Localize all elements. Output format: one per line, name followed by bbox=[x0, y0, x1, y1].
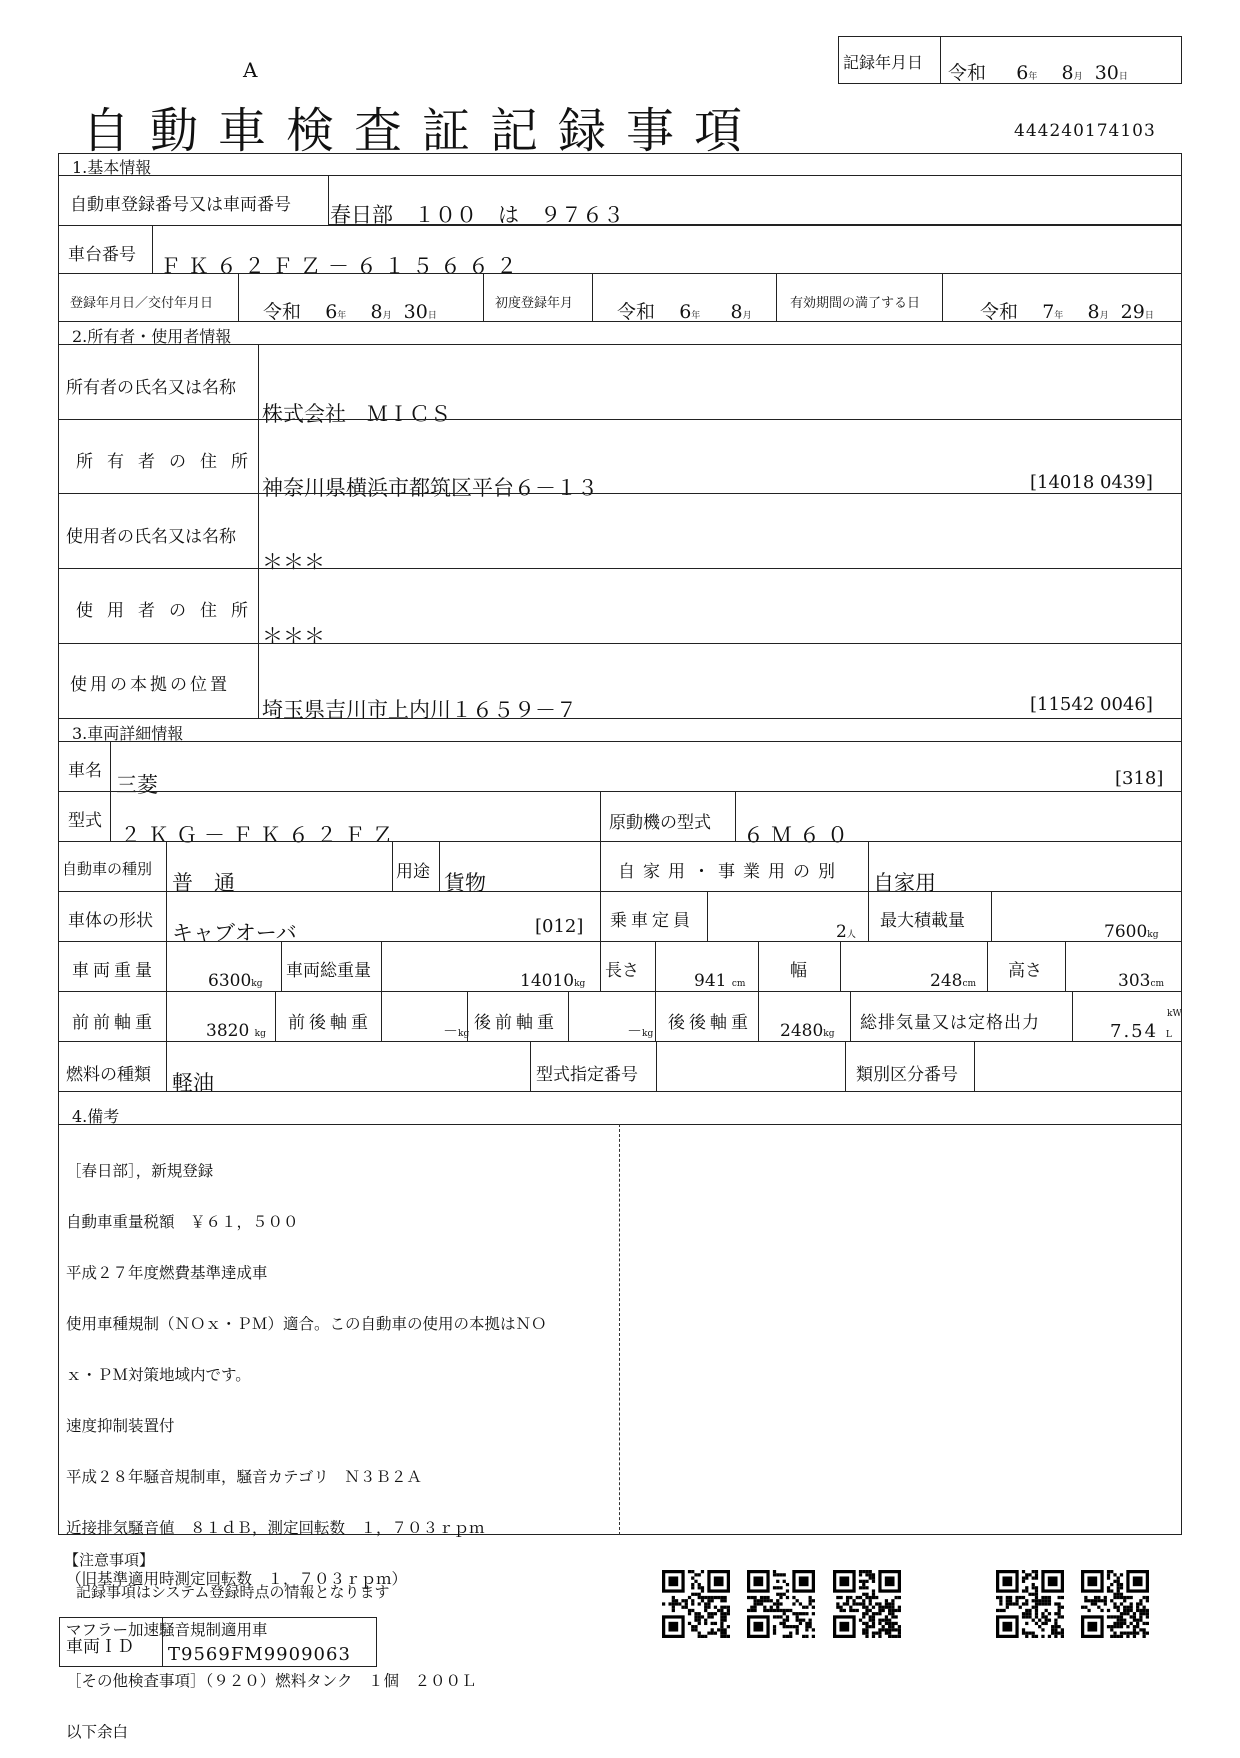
qr-code-icon bbox=[1081, 1570, 1149, 1638]
issue-date-label: 登録年月日／交付年月日 bbox=[70, 296, 214, 311]
fuel-label: 燃料の種類 bbox=[66, 1065, 151, 1085]
engine-label: 原動機の型式 bbox=[609, 813, 711, 833]
issue-date-value: 令和 6年 8月 30日 bbox=[263, 301, 437, 323]
vehicle-weight-value: 6300kg bbox=[208, 971, 263, 991]
owner-name-label: 所有者の氏名又は名称 bbox=[66, 378, 236, 398]
chassis-value: ＦＫ６２ＦＺ－６１５６６２ bbox=[160, 254, 524, 278]
remark-line: 自動車重量税額 ￥６１，５００ bbox=[66, 1213, 299, 1231]
rear-front-axle-value: －kg bbox=[627, 1022, 654, 1040]
owner-name-value: 株式会社 ＭＩＣＳ bbox=[262, 402, 451, 426]
remark-line: 平成２７年度燃費基準達成車 bbox=[66, 1264, 268, 1282]
record-date-label: 記録年月日 bbox=[843, 53, 924, 72]
remark-line: 以下余白 bbox=[66, 1723, 129, 1741]
rear-rear-axle-value: 2480kg bbox=[780, 1021, 835, 1041]
gross-weight-label: 車両総重量 bbox=[286, 961, 371, 981]
owner-address-code: [14018 0439] bbox=[1030, 472, 1153, 493]
purpose-label: 自家用・事業用の別 bbox=[618, 862, 843, 882]
width-value: 248cm bbox=[930, 971, 977, 991]
qr-code-icon bbox=[996, 1570, 1064, 1638]
chassis-label: 車台番号 bbox=[68, 245, 136, 265]
length-label: 長さ bbox=[605, 961, 639, 981]
qr-code-icon bbox=[747, 1570, 815, 1638]
user-address-value: ＊＊＊ bbox=[262, 624, 325, 648]
kw-unit: kW bbox=[1167, 1009, 1182, 1019]
kind-value: 普 通 bbox=[172, 871, 235, 895]
user-address-label: 使用者の住所 bbox=[76, 601, 262, 621]
section-owner-title: 2.所有者・使用者情報 bbox=[72, 327, 232, 346]
displacement-label: 総排気量又は定格出力 bbox=[860, 1013, 1040, 1033]
first-reg-value: 令和 6年 8月 bbox=[617, 301, 752, 323]
use-value: 貨物 bbox=[444, 871, 486, 895]
front-front-axle-label: 前前軸重 bbox=[72, 1013, 156, 1033]
page-title: 自動車検査証記録事項 bbox=[82, 103, 763, 159]
purpose-value: 自家用 bbox=[873, 871, 936, 895]
base-location-label: 使用の本拠の位置 bbox=[70, 675, 230, 695]
reg-number-value: 春日部 １００ は ９７６３ bbox=[330, 203, 624, 227]
rear-front-axle-label: 後前軸重 bbox=[474, 1013, 558, 1033]
expiry-value: 令和 7年 8月 29日 bbox=[980, 301, 1154, 323]
remark-line: 近接排気騒音値 ８１ｄＢ，測定回転数 １，７０３ｒｐｍ bbox=[66, 1519, 485, 1537]
record-date-value: 令和 6年 8月 30日 bbox=[948, 62, 1128, 84]
remark-line: 速度抑制装置付 bbox=[66, 1417, 175, 1435]
rear-rear-axle-label: 後後軸重 bbox=[668, 1013, 752, 1033]
notes-text: 記録事項はシステム登録時点の情報となります bbox=[76, 1583, 390, 1601]
body-shape-value: キャブオーバ bbox=[172, 921, 297, 945]
width-label: 幅 bbox=[790, 961, 807, 981]
make-value: 三菱 bbox=[116, 773, 158, 797]
document-number: 444240174103 bbox=[1014, 121, 1156, 141]
max-load-value: 7600kg bbox=[1104, 922, 1159, 942]
height-value: 303cm bbox=[1118, 971, 1165, 991]
vehicle-id-label: 車両ＩＤ bbox=[66, 1637, 134, 1657]
owner-address-label: 所有者の住所 bbox=[76, 452, 262, 472]
capacity-label: 乗車定員 bbox=[610, 911, 694, 931]
front-rear-axle-label: 前後軸重 bbox=[288, 1013, 372, 1033]
remarks-divider bbox=[619, 1124, 620, 1535]
fuel-value: 軽油 bbox=[172, 1071, 214, 1095]
remark-line: ［春日部］，新規登録 bbox=[66, 1162, 214, 1180]
remark-line: ｘ・ＰＭ対策地域内です。 bbox=[66, 1366, 251, 1384]
remark-line: （旧基準適用時測定回転数 １，７０３ｒｐｍ） bbox=[66, 1570, 408, 1588]
capacity-value: 2人 bbox=[836, 922, 856, 942]
user-name-value: ＊＊＊ bbox=[262, 550, 325, 574]
vehicle-id-value: T9569FM9909063 bbox=[168, 1644, 351, 1665]
remark-line: 使用車種規制（ＮＯｘ・ＰＭ）適合。この自動車の使用の本拠はＮＯ bbox=[66, 1315, 547, 1333]
use-label: 用途 bbox=[396, 862, 430, 882]
base-location-code: [11542 0046] bbox=[1030, 694, 1153, 715]
notes-title: 【注意事項】 bbox=[64, 1551, 155, 1569]
base-location-value: 埼玉県吉川市上内川１６５９－７ bbox=[262, 698, 577, 722]
engine-value: ６Ｍ６０ bbox=[743, 823, 855, 847]
vehicle-weight-label: 車両重量 bbox=[72, 961, 156, 981]
category-label: 類別区分番号 bbox=[856, 1065, 958, 1085]
section-vehicle-title: 3.車両詳細情報 bbox=[72, 724, 184, 743]
qr-code-icon bbox=[662, 1570, 730, 1638]
first-reg-label: 初度登録年月 bbox=[495, 296, 574, 311]
expiry-label: 有効期間の満了する日 bbox=[790, 296, 921, 311]
body-shape-code: [012] bbox=[535, 916, 584, 937]
make-code: [318] bbox=[1115, 768, 1164, 789]
make-label: 車名 bbox=[68, 761, 102, 781]
section-basic-title: 1.基本情報 bbox=[72, 158, 152, 177]
kind-label: 自動車の種別 bbox=[62, 860, 153, 878]
max-load-label: 最大積載量 bbox=[880, 911, 965, 931]
gross-weight-value: 14010kg bbox=[520, 971, 586, 991]
section-remarks-title: 4.備考 bbox=[72, 1107, 120, 1126]
model-value: ２ＫＧ－ＦＫ６２ＦＺ bbox=[120, 823, 400, 847]
model-label: 型式 bbox=[68, 811, 102, 831]
type-designation-label: 型式指定番号 bbox=[536, 1065, 638, 1085]
reg-number-label: 自動車登録番号又は車両番号 bbox=[70, 195, 291, 215]
displacement-value: 7.54 L bbox=[1110, 1021, 1174, 1042]
user-name-label: 使用者の氏名又は名称 bbox=[66, 527, 236, 547]
length-value: 941 cm bbox=[694, 971, 746, 991]
form-marker: A bbox=[243, 58, 258, 82]
remark-line: ［その他検査事項］（９２０）燃料タンク １個 ２００Ｌ bbox=[66, 1672, 477, 1690]
remark-line: 平成２８年騒音規制車，騒音カテゴリ Ｎ３Ｂ２Ａ bbox=[66, 1468, 422, 1486]
height-label: 高さ bbox=[1008, 961, 1042, 981]
qr-code-icon bbox=[833, 1570, 901, 1638]
remark-line: マフラー加速騒音規制適用車 bbox=[66, 1621, 268, 1639]
front-front-axle-value: 3820 kg bbox=[206, 1021, 266, 1041]
front-rear-axle-value: －kg bbox=[443, 1022, 470, 1040]
body-shape-label: 車体の形状 bbox=[68, 911, 153, 931]
owner-address-value: 神奈川県横浜市都筑区平台６－１３ bbox=[262, 476, 598, 500]
